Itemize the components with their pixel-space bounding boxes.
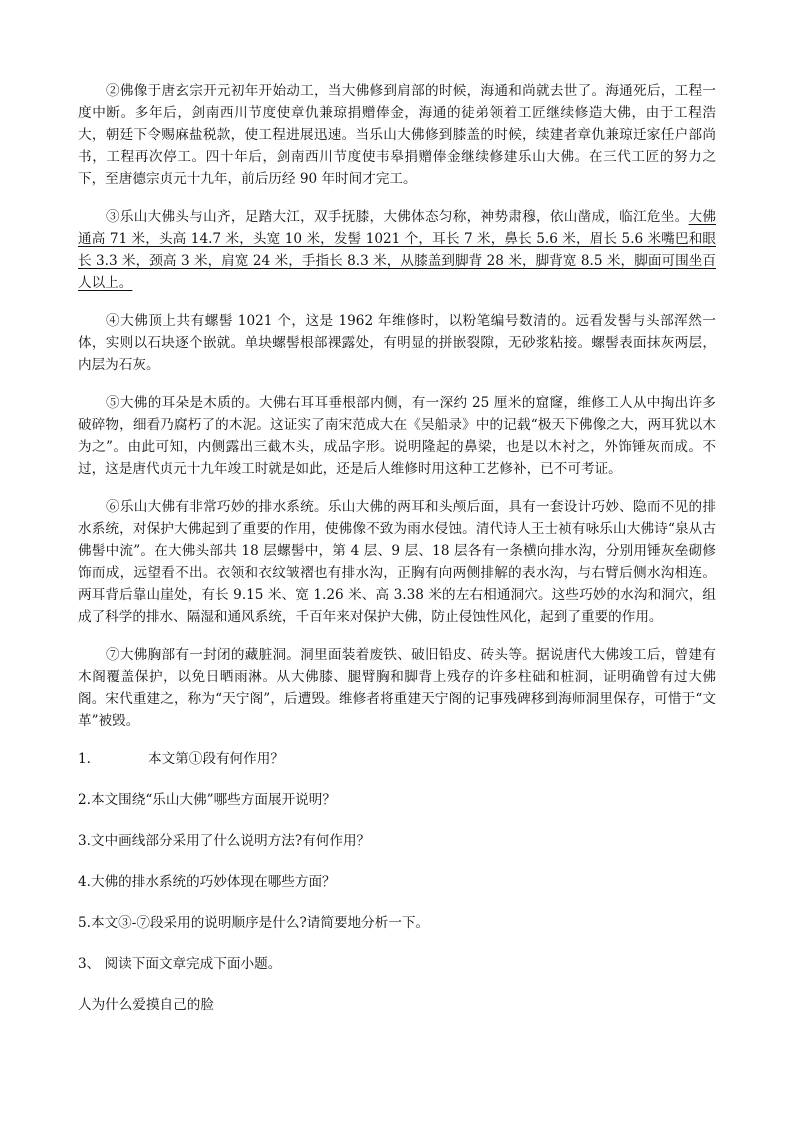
question-3: 3.文中画线部分采用了什么说明方法?有何作用？ <box>78 833 371 849</box>
section-heading: 3、 阅读下面文章完成下面小题。 <box>78 956 282 972</box>
question-2: 2.本文围绕“乐山大佛”哪些方面展开说明？ <box>78 792 336 808</box>
question-1 <box>78 748 716 770</box>
paragraph-6: ⑥乐山大佛有非常巧妙的排水系统。乐山大佛的两耳和头颅后面，具有一套设计巧妙、隐而不见的排水系统，对保护大佛起到了重要的作用，使佛像不致为雨水侵蚀。清代诗人王士祯有咏乐山大佛诗“泉从古佛髻中流”。在大佛头部共 18 层螺髻中，第 4 层、9 层、18 层各有一条横向排水沟，分别用锤灰垒砌修饰而成，远望看不出。衣领和衣纹皱褶也有排水沟，正胸有向两侧排解的表水沟，与右臂后侧水沟相连。两耳背后靠山崖处，有长 9.15 米、宽 1.26 米、高 3.38 米的左右相通洞穴。这些巧妙的水沟和洞穴，组成了科学的排水、隔湿和通风系统，千百年来对保护大佛，防止侵蚀性风化，起到了重要的作用。 <box>78 499 716 625</box>
question-5: 5.本文③-⑦段采用的说明顺序是什么?请简要地分析一下。 <box>78 915 430 931</box>
document-page <box>78 80 716 1016</box>
question-1-text: 本文第①段有何作用？ <box>148 751 284 767</box>
underlined-passage: 大佛通高 71 米，头高 14.7 米，头宽 10 米，发髻 1021 个，耳长 7 米，鼻长 5.6 米，眉长 5.6 米嘴巴和眼长 3.3 米，颈高 3 米，肩宽 24 米，手指长 8.3 米，从膝盖到脚背 28 米，脚背宽 8.5 米，脚面可围坐百人以上。 <box>78 209 717 291</box>
paragraph-7: ⑦大佛胸部有一封闭的藏脏洞。洞里面装着废铁、破旧铅皮、砖头等。据说唐代大佛竣工后，曾建有木阁覆盖保护，以免日晒雨淋。从大佛膝、腿臂胸和脚背上残存的许多柱础和桩洞，证明确曾有过大佛阁。宋代重建之，称为“天宁阁”，后遭毁。维修者将重建天宁阁的记事残碑移到海师洞里保存，可惜于“文革”被毁。 <box>78 647 716 729</box>
paragraph-2: ②佛像于唐玄宗开元初年开始动工，当大佛修到肩部的时候，海通和尚就去世了。海通死后，工程一度中断。多年后，剑南西川节度使章仇兼琼捐赠俸金，海通的徒弟领着工匠继续修造大佛，由于工程浩大，朝廷下令赐麻盐税款，使工程进展迅速。当乐山大佛修到膝盖的时候，续建者章仇兼琼迁家任户部尚书，工程再次停工。四十年后，剑南西川节度使韦皋捐赠俸金继续修建乐山大佛。在三代工匠的努力之下，至唐德宗贞元十九年，前后历经 90 年时间才完工。 <box>78 83 716 187</box>
question-1-number: 1. <box>78 751 91 767</box>
article-title: 人为什么爱摸自己的脸 <box>78 997 214 1013</box>
paragraph-3-text: ③乐山大佛头与山齐，足踏大江，双手抚膝，大佛体态匀称，神势肃穆，依山凿成，临江危坐。 <box>106 209 689 225</box>
paragraph-4: ④大佛顶上共有螺髻 1021 个，这是 1962 年维修时，以粉笔编号数清的。远看发髻与头部浑然一体，实则以石块逐个嵌就。单块螺髻根部裸露处，有明显的拼嵌裂隙，无砂浆粘接。螺髻表面抹灰两层，内层为石灰。 <box>78 313 716 373</box>
paragraph-5: ⑤大佛的耳朵是木质的。大佛右耳耳垂根部内侧，有一深约 25 厘米的窟窿，维修工人从中掏出许多破碎物，细看乃腐朽了的木泥。这证实了南宋范成大在《吴船录》中的记载“极天下佛像之大，两耳犹以木为之”。由此可知，内侧露出三截木头，成品字形。说明隆起的鼻梁，也是以木衬之，外饰锤灰而成。不过，这是唐代贞元十九年竣工时就是如此，还是后人维修时用这种工艺修补，已不可考证。 <box>78 395 716 477</box>
question-4: 4.大佛的排水系统的巧妙体现在哪些方面？ <box>78 874 336 890</box>
paragraph-3 <box>78 206 716 294</box>
